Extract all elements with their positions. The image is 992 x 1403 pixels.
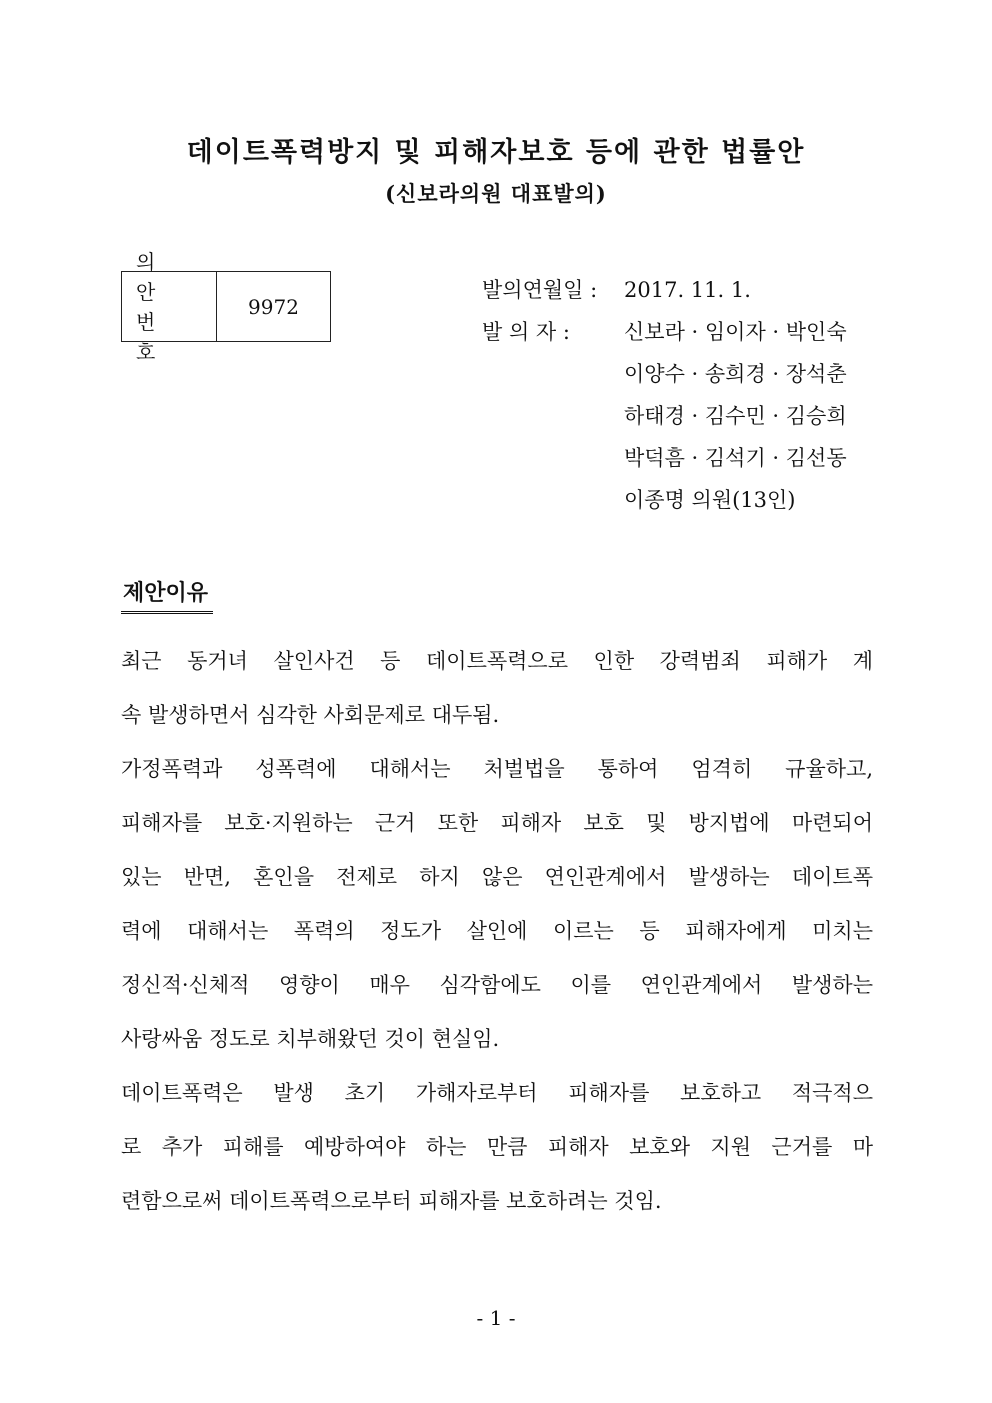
proposers-line: 하태경 · 김수민 · 김승희	[624, 404, 847, 428]
paragraph-line: 피해자를 보호·지원하는 근거 또한 피해자 보호 및 방지법에 마련되어	[121, 811, 873, 835]
proposal-date-label: 발의연월일 :	[482, 278, 598, 302]
document-title: 데이트폭력방지 및 피해자보호 등에 관한 법률안	[186, 137, 806, 168]
section-heading: 제안이유	[121, 576, 213, 614]
paragraph-line: 데이트폭력은 발생 초기 가해자로부터 피해자를 보호하고 적극적으	[121, 1081, 873, 1105]
paragraph-line: 가정폭력과 성폭력에 대해서는 처벌법을 통하여 엄격히 규율하고,	[121, 757, 873, 781]
proposers-line: 이종명 의원(13인)	[624, 488, 796, 512]
paragraph-3	[121, 1066, 873, 1228]
paragraph-line: 있는 반면, 혼인을 전제로 하지 않은 연인관계에서 발생하는 데이트폭	[121, 865, 873, 889]
bill-number-value: 9972	[248, 294, 299, 319]
page-number: - 1 -	[476, 1306, 516, 1330]
bill-number-label	[122, 249, 217, 364]
paragraph-1	[121, 634, 873, 742]
paragraph-line: 로 추가 피해를 예방하여야 하는 만큼 피해자 보호와 지원 근거를 마	[121, 1135, 873, 1159]
paragraph-line: 최근 동거녀 살인사건 등 데이트폭력으로 인한 강력범죄 피해가 계	[121, 649, 873, 673]
proposers-line: 신보라 · 임이자 · 박인숙	[624, 320, 847, 344]
paragraph-line: 속 발생하면서 심각한 사회문제로 대두됨.	[121, 703, 500, 727]
proposers-line: 이양수 · 송희경 · 장석춘	[624, 362, 847, 386]
paragraph-line: 력에 대해서는 폭력의 정도가 살인에 이르는 등 피해자에게 미치는	[121, 919, 873, 943]
bill-label-line-2: 번 호	[136, 309, 170, 364]
document-subtitle: (신보라의원 대표발의)	[385, 181, 607, 206]
paragraph-line: 련함으로써 데이트폭력으로부터 피해자를 보호하려는 것임.	[121, 1189, 662, 1213]
paragraph-line: 정신적·신체적 영향이 매우 심각함에도 이를 연인관계에서 발생하는	[121, 973, 873, 997]
proposers-label: 발 의 자 :	[482, 320, 570, 344]
proposal-date-value: 2017. 11. 1.	[624, 278, 751, 302]
bill-number-box	[121, 249, 331, 364]
paragraph-2	[121, 742, 873, 1066]
bill-label-line-1: 의 안	[136, 249, 170, 304]
proposers-line: 박덕흠 · 김석기 · 김선동	[624, 446, 847, 470]
paragraph-line: 사랑싸움 정도로 치부해왔던 것이 현실임.	[121, 1027, 500, 1051]
